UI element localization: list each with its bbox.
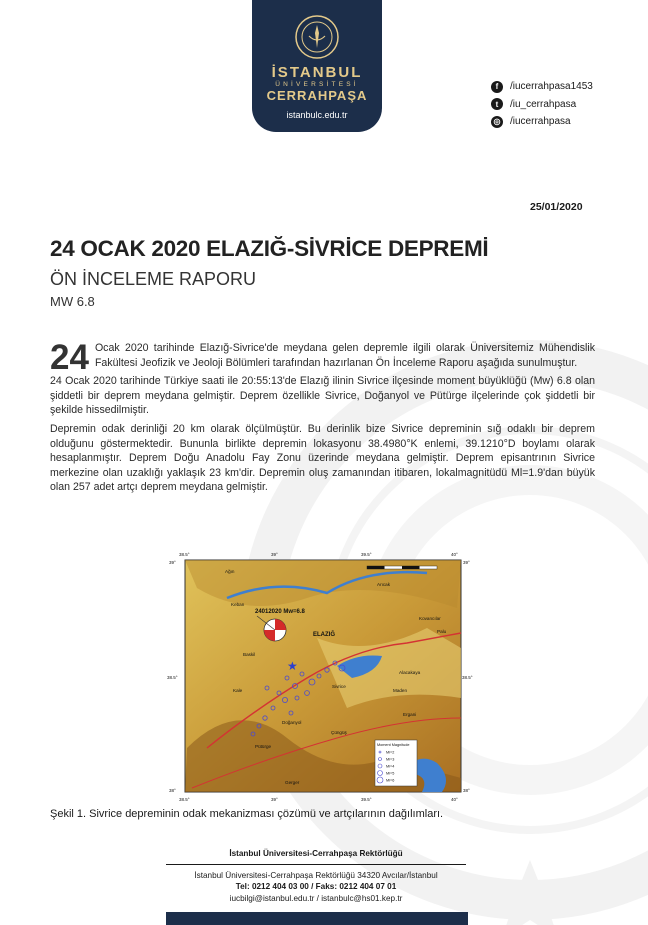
lat-tick-right: 39° xyxy=(463,560,470,565)
scale-bar xyxy=(367,566,437,569)
place-maden: Maden xyxy=(393,688,408,693)
logo-line-cerrahpasa: CERRAHPAŞA xyxy=(266,88,368,103)
paragraph-depth: Depremin odak derinliği 20 km olarak ölçülmüştür. Bu derinlik bize Sivrice depreminin sığ odaklı bir deprem olduğunu göstermektedir. Bununla birlikte depremin lokasyonu 38.4980°K enlemi, 39.1210°D boylamı olarak hesaplanmıştır. Deprem Doğu Anadolu Fay Zonu üzerinde meydana gelmiştir. Deprem episantrının Sivrice merkezine olan uzaklığı yaklaşık 23 km'dir. Depremin oluş zamanından itibaren, lokalmagnitüdü Ml=1.9'dan büyük olan 257 adet artçı deprem meydana gelmiştir. xyxy=(50,422,595,494)
legend-item: Mi=3 xyxy=(386,757,395,762)
footer-heading: İstanbul Üniversitesi-Cerrahpaşa Rektörlüğü xyxy=(166,848,466,865)
lat-tick-right: 38.5° xyxy=(462,675,473,680)
paragraph-intro xyxy=(50,338,595,377)
lon-tick-top: 40° xyxy=(451,552,458,557)
place-sivrice: Sivrice xyxy=(332,684,346,689)
legend-item: Mi=6 xyxy=(386,778,395,783)
twitter-icon: t xyxy=(491,98,503,110)
twitter-handle[interactable]: /iu_cerrahpasa xyxy=(510,98,577,110)
place-palu: Palu xyxy=(437,629,447,634)
place-elazig: ELAZIĞ xyxy=(313,632,335,638)
place-puturge: Pütürge xyxy=(255,744,272,749)
report-subtitle: ÖN İNCELEME RAPORU xyxy=(50,269,257,289)
place-kovancilar: Kovancılar xyxy=(419,616,441,621)
social-links xyxy=(491,80,593,133)
website-link[interactable]: istanbulc.edu.tr xyxy=(286,110,348,120)
place-baskil: Baskil xyxy=(243,652,256,657)
lon-tick-bottom: 39.5° xyxy=(361,797,372,802)
lon-tick-bottom: 38.5° xyxy=(179,797,190,802)
lat-tick-left: 38.5° xyxy=(167,675,178,680)
place-doganyol: Doğanyol xyxy=(282,720,302,725)
epicenter-star-icon: ★ xyxy=(287,659,298,673)
legend-item: Mi=4 xyxy=(386,764,395,769)
report-body xyxy=(50,338,595,499)
magnitude-legend xyxy=(375,740,417,786)
paragraph-event: 24 Ocak 2020 tarihinde Türkiye saati ile 20:55:13'de Elazığ ilinin Sivrice ilçesinde moment büyüklüğü (Mw) 6.8 olan şiddetli bir deprem meydana gelmiştir. Deprem özellikle Sivrice, Doğanyol ve Pütürge ilçelerinde çok şiddetli bir şekilde hissedilmiştir. xyxy=(50,375,595,417)
earthquake-map-figure xyxy=(167,548,473,806)
drop-cap: 24 xyxy=(50,338,89,377)
report-date: 25/01/2020 xyxy=(530,201,583,213)
paragraph-intro-text: Ocak 2020 tarihinde Elazığ-Sivrice'de meydana gelen depremle ilgili olarak Üniversitemiz Mühendislik Fakültesi Jeofizik ve Jeoloji Bölümleri tarafından hazırlanan Ön İnceleme Raporu aşağıda sunulmuştur. xyxy=(94,342,595,369)
footer xyxy=(166,848,466,904)
report-magnitude: MW 6.8 xyxy=(50,294,95,309)
facebook-handle[interactable]: /iucerrahpasa1453 xyxy=(510,81,593,92)
university-seal-icon xyxy=(294,14,340,60)
lon-tick-top: 39° xyxy=(271,552,278,557)
footer-address: İstanbul Üniversitesi-Cerrahpaşa Rektörlüğü 34320 Avcılar/İstanbul xyxy=(194,870,438,880)
facebook-icon: f xyxy=(491,81,503,93)
report-title: 24 OCAK 2020 ELAZIĞ-SİVRİCE DEPREMİ xyxy=(50,236,489,261)
place-keban: Keban xyxy=(231,602,245,607)
lon-tick-bottom: 39° xyxy=(271,797,278,802)
place-agin: Ağın xyxy=(225,569,235,574)
event-label: 24012020 Mw=6.8 xyxy=(255,609,305,615)
place-arcak: Arıcak xyxy=(377,582,391,587)
instagram-handle[interactable]: /iucerrahpasa xyxy=(510,116,571,127)
place-ergani: Ergani xyxy=(403,712,417,717)
legend-title: Moment Magnitude xyxy=(377,743,410,747)
legend-item: Mi=2 xyxy=(386,750,395,755)
place-cungus: Çüngüş xyxy=(331,730,347,735)
lat-tick-right: 38° xyxy=(463,788,470,793)
footer-phone: Tel: 0212 404 03 00 / Faks: 0212 404 07 01 xyxy=(235,882,397,891)
place-kale: Kale xyxy=(233,688,243,693)
logo-line-istanbul: İSTANBUL xyxy=(271,64,363,81)
footer-email[interactable]: iucbilgi@istanbul.edu.tr / istanbulc@hs01.kep.tr xyxy=(229,893,403,903)
place-gerger: Gerger xyxy=(285,780,300,785)
legend-item: Mi=5 xyxy=(386,771,395,776)
lon-tick-top: 38.5° xyxy=(179,552,190,557)
lon-tick-top: 39.5° xyxy=(361,552,372,557)
social-instagram[interactable] xyxy=(491,115,593,128)
social-twitter[interactable] xyxy=(491,98,593,111)
lon-tick-bottom: 40° xyxy=(451,797,458,802)
lat-tick-left: 39° xyxy=(169,560,176,565)
instagram-icon: ◎ xyxy=(491,116,503,128)
social-facebook[interactable] xyxy=(491,80,593,93)
footer-bar xyxy=(166,912,468,925)
logo-line-universitesi: ÜNİVERSİTESİ xyxy=(275,81,359,88)
lat-tick-left: 38° xyxy=(169,788,176,793)
university-logo-badge[interactable] xyxy=(252,0,382,132)
place-alacakaya: Alacakaya xyxy=(399,670,421,675)
figure-caption: Şekil 1. Sivrice depreminin odak mekanizması çözümü ve artçılarının dağılımları. xyxy=(50,808,444,820)
